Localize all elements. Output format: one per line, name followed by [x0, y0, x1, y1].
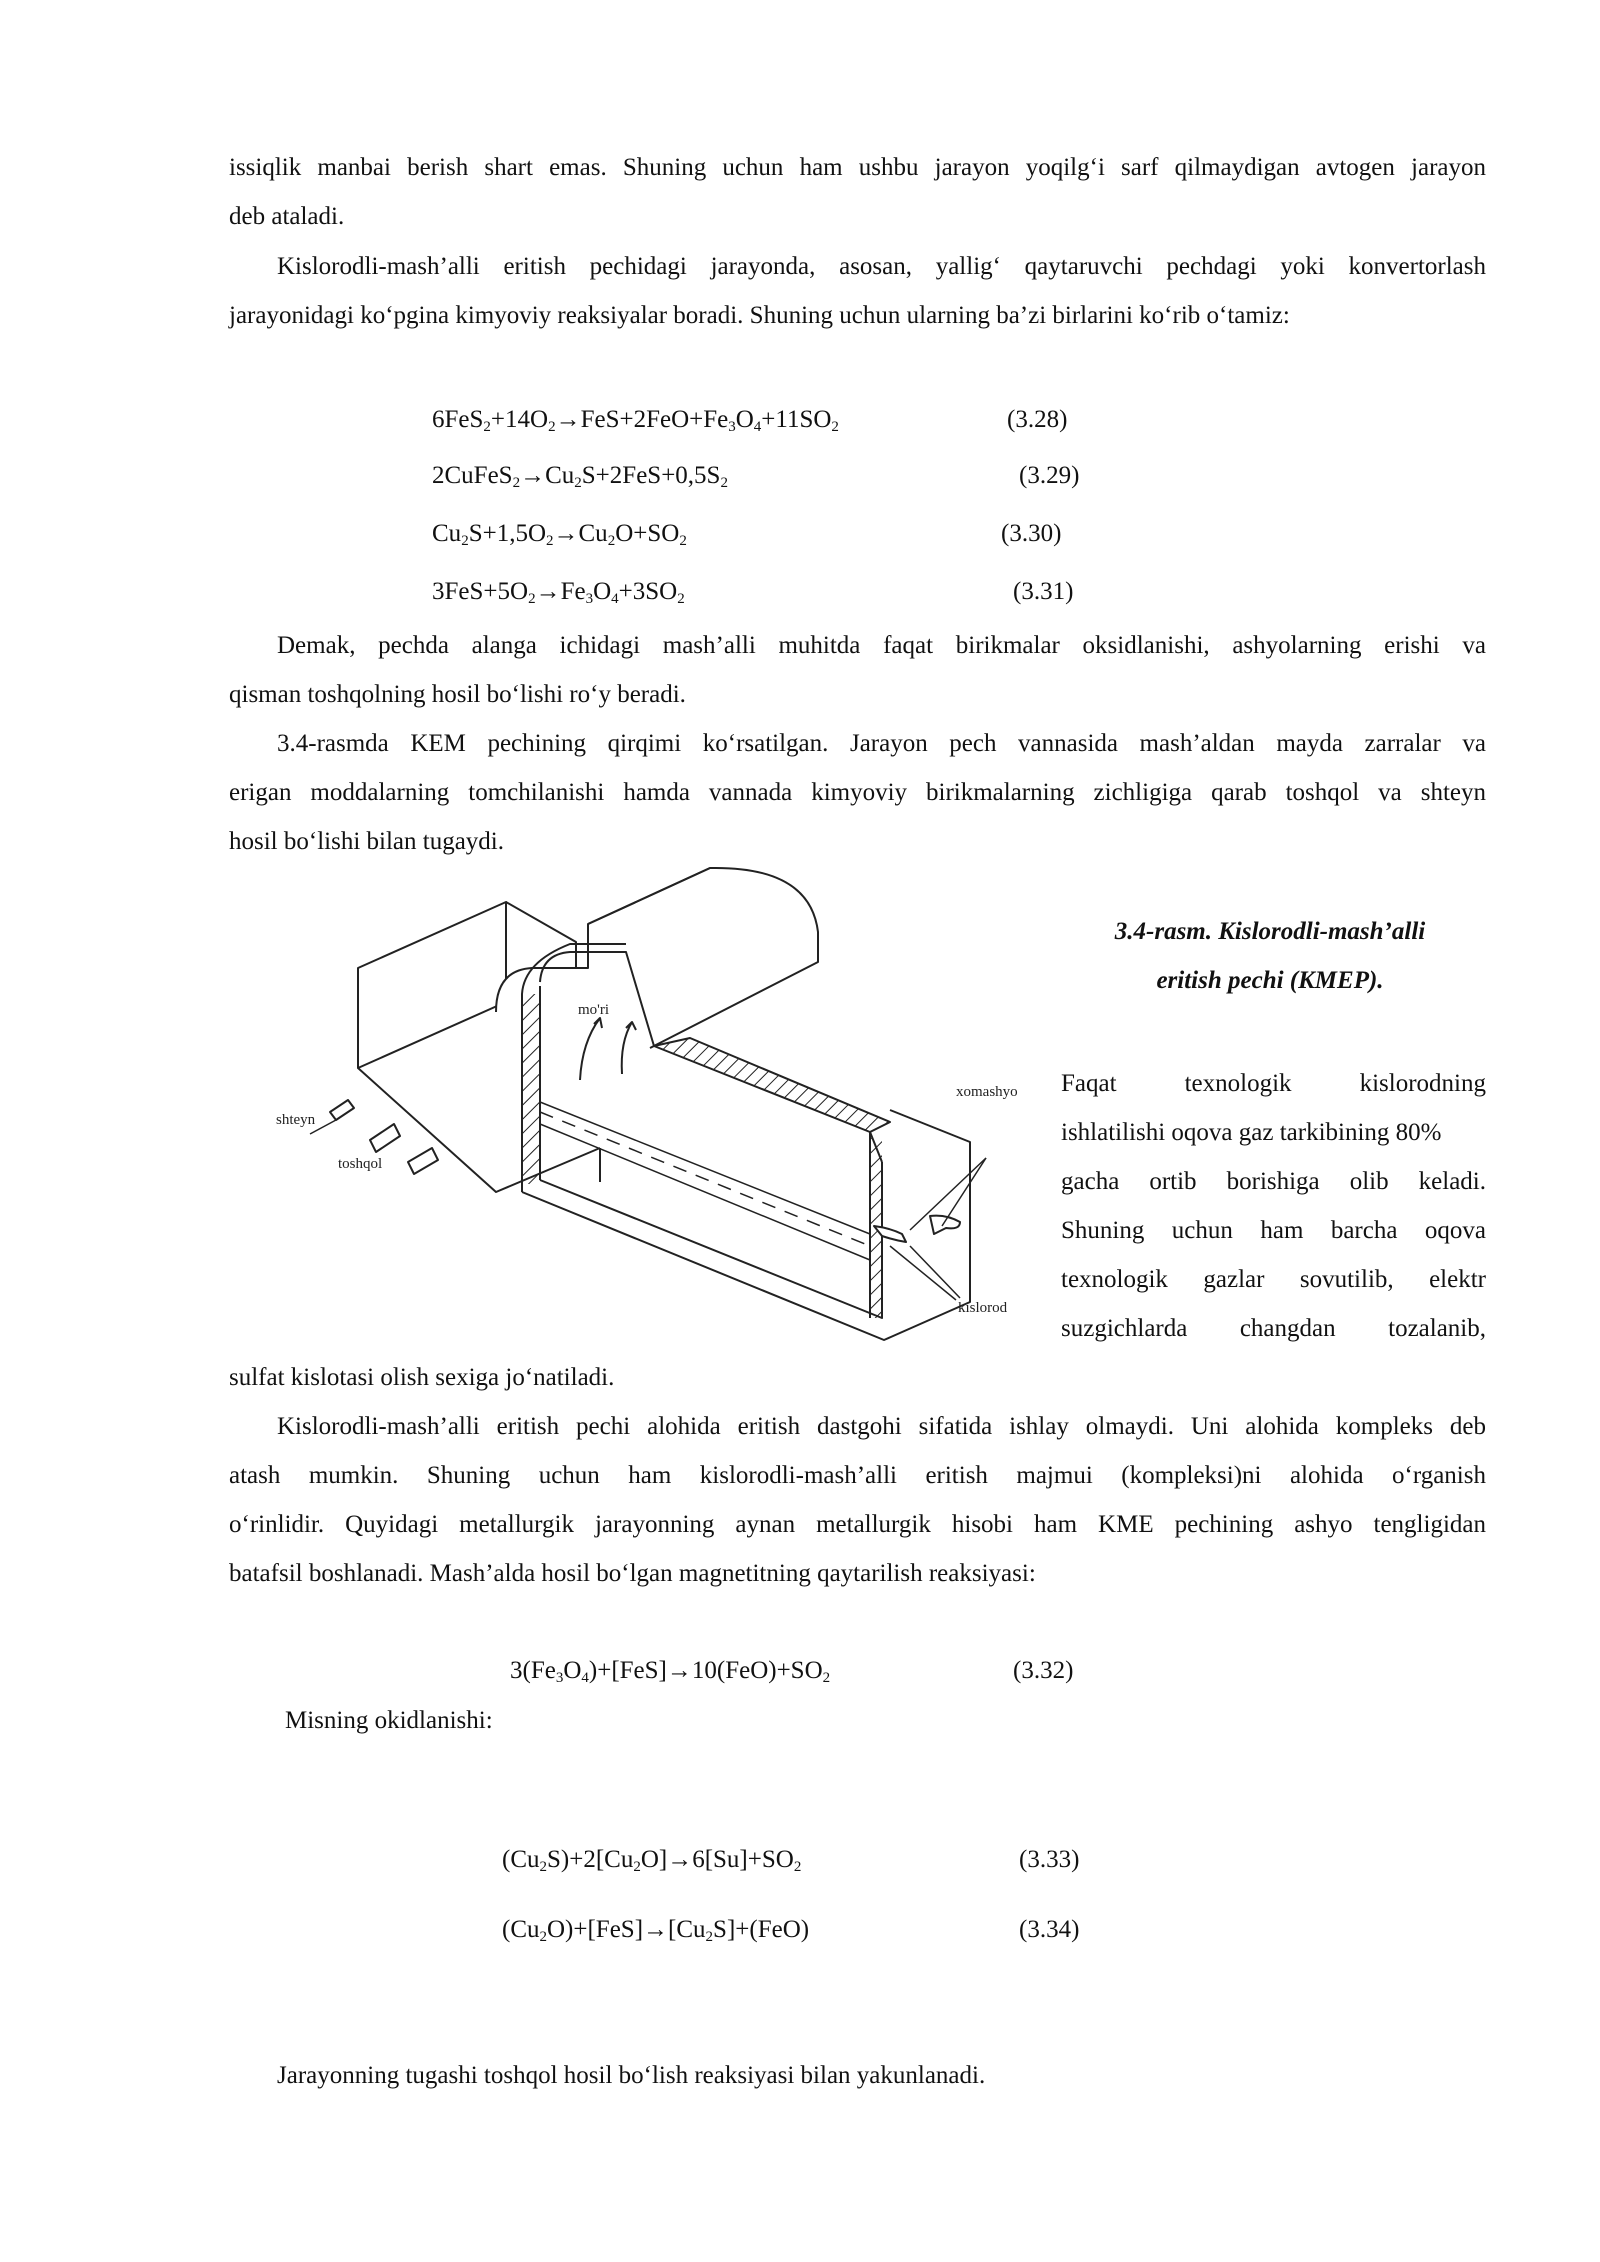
label-toshqol: toshqol — [338, 1156, 383, 1172]
paragraph-line: qisman toshqolning hosil bo‘lishi ro‘y beradi. — [229, 681, 686, 708]
paragraph-line: jarayonidagi ko‘pgina kimyoviy reaksiyalar boradi. Shuning uchun ularning ba’zi birlarini ko‘rib o‘tamiz: — [229, 302, 1290, 329]
paragraph-line: deb ataladi. — [229, 203, 345, 230]
figure-caption: 3.4-rasm. Kislorodli-mash’alli — [1114, 918, 1426, 945]
paragraph-line: Misning okidlanishi: — [285, 1707, 493, 1734]
equation-3-34: $(Cu_2O)+[FeS]\to[Cu_2S]+(FeO)$ — [502, 1916, 810, 1945]
paragraph-line: atash mumkin. Shuning uchun ham kislorodli-mash’alli eritish majmui (kompleksi)ni alohida o‘rganish — [229, 1462, 1486, 1489]
paragraph-line: hosil bo‘lishi bilan tugaydi. — [229, 828, 504, 855]
equation-number: (3.33) — [1019, 1846, 1080, 1873]
paragraph-line: batafsil boshlanadi. Mash’alda hosil bo‘lgan magnetitning qaytarilish reaksiyasi: — [229, 1560, 1036, 1587]
paragraph-line: erigan moddalarning tomchilanishi hamda vannada kimyoviy birikmalarning zichligiga qarab toshqol va shteyn — [229, 779, 1486, 806]
side-text-line: ishlatilishi oqova gaz tarkibining 80% — [1061, 1119, 1442, 1146]
paragraph-line: 3.4-rasmda KEM pechining qirqimi ko‘rsatilgan. Jarayon pech vannasida mash’aldan mayda zarralar va — [277, 730, 1486, 757]
side-text-line: gacha ortib borishiga olib keladi. — [1061, 1168, 1486, 1195]
side-text-line: Faqat texnologik kislorodning — [1061, 1070, 1486, 1097]
equation-number: (3.29) — [1019, 462, 1080, 489]
side-text-line: Shuning uchun ham barcha oqova — [1061, 1217, 1486, 1244]
paragraph-line: Jarayonning tugashi toshqol hosil bo‘lish reaksiyasi bilan yakunlanadi. — [277, 2062, 986, 2089]
label-shteyn: shteyn — [276, 1112, 316, 1128]
label-mori: mo'ri — [578, 1002, 610, 1018]
paragraph-line: sulfat kislotasi olish sexiga jo‘natiladi. — [229, 1364, 615, 1391]
paragraph-line: Demak, pechda alanga ichidagi mash’alli muhitda faqat birikmalar oksidlanishi, ashyolarning erishi va — [277, 632, 1486, 659]
label-xomashyo: xomashyo — [956, 1084, 1018, 1100]
paragraph-line: Kislorodli-mash’alli eritish pechi alohida eritish dastgohi sifatida ishlay olmaydi. Uni alohida kompleks deb — [277, 1413, 1486, 1440]
equation-3-31: $3FeS+5O_2\to Fe_3O_4+3SO_2$ — [432, 578, 685, 607]
equation-3-29: $2CuFeS_2\to Cu_2S+2FeS+0,5S_2$ — [432, 462, 728, 491]
equation-number: (3.34) — [1019, 1916, 1080, 1943]
equation-number: (3.31) — [1013, 578, 1074, 605]
equation-3-33: $(Cu_2S)+2[Cu_2O]\to 6[Su]+SO_2$ — [502, 1846, 802, 1875]
figure-caption: eritish pechi (KMEP). — [1156, 967, 1384, 994]
paragraph-line: Kislorodli-mash’alli eritish pechidagi jarayonda, asosan, yallig‘ qaytaruvchi pechdagi yoki konvertorlash — [277, 253, 1486, 280]
equation-number: (3.30) — [1001, 520, 1062, 547]
equation-3-32: $3(Fe_3O_4)+[FeS]\to 10(FeO)+SO_2$ — [510, 1657, 831, 1686]
paragraph-line: issiqlik manbai berish shart emas. Shuning uchun ham ushbu jarayon yoqilg‘i sarf qilmaydigan avtogen jarayon — [229, 154, 1486, 181]
equation-number: (3.32) — [1013, 1657, 1074, 1684]
equation-number: (3.28) — [1007, 406, 1068, 433]
furnace-cross-section-figure — [270, 862, 1050, 1346]
equation-3-28: $6FeS_2+14O_2\to FeS+2FeO+Fe_3O_4+11SO_2$ — [432, 406, 839, 435]
label-kislorod: kislorod — [958, 1300, 1008, 1316]
side-text-line: texnologik gazlar sovutilib, elektr — [1061, 1266, 1486, 1293]
paragraph-line: o‘rinlidir. Quyidagi metallurgik jarayonning aynan metallurgik hisobi ham KME pechining ashyo tengligidan — [229, 1511, 1486, 1538]
side-text-line: suzgichlarda changdan tozalanib, — [1061, 1315, 1486, 1342]
equation-3-30: $Cu_2S+1,5O_2\to Cu_2O+SO_2$ — [432, 520, 687, 549]
